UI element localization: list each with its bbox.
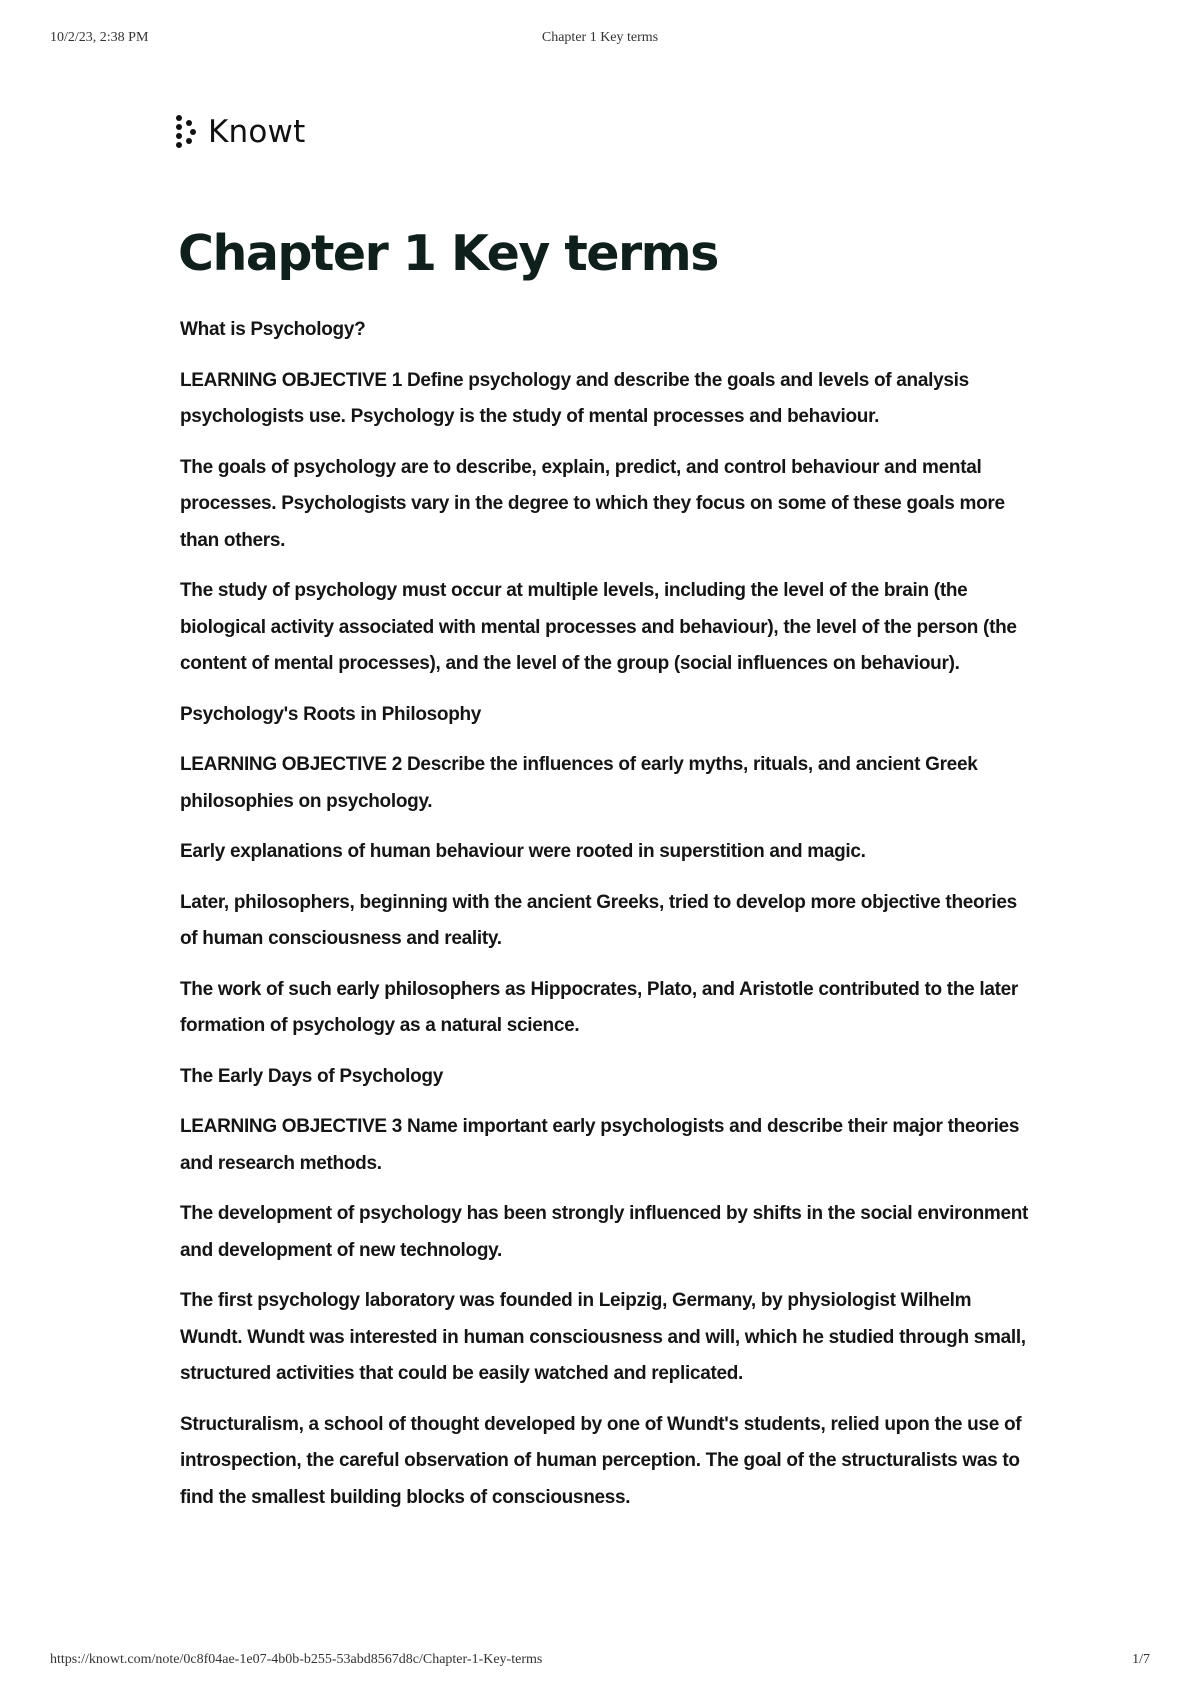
paragraph: Structuralism, a school of thought developed by one of Wundt's students, relied upon the use of introspection, the careful observation of human perception. The goal of the structuralists was to find the smallest building blocks of consciousness. bbox=[180, 1413, 1022, 1508]
print-page-title: Chapter 1 Key terms bbox=[541, 30, 659, 45]
learning-objective-2: LEARNING OBJECTIVE 2 Describe the influences of early myths, rituals, and ancient Greek philosophies on psychology. bbox=[180, 754, 978, 812]
page-title: Chapter 1 Key terms bbox=[178, 225, 718, 282]
knowt-dots-icon bbox=[176, 115, 198, 149]
note-body bbox=[180, 312, 1030, 1530]
learning-objective-3: LEARNING OBJECTIVE 3 Name important early psychologists and describe their major theories and research methods. bbox=[180, 1116, 1020, 1174]
print-url: https://knowt.com/note/0c8f04ae-1e07-4b0b-b255-53abd8567d8c/Chapter-1-Key-terms bbox=[50, 1652, 543, 1667]
print-datetime: 10/2/23, 2:38 PM bbox=[50, 30, 149, 45]
heading-roots-in-philosophy: Psychology's Roots in Philosophy bbox=[180, 703, 482, 725]
heading-what-is-psychology: What is Psychology? bbox=[180, 319, 366, 340]
paragraph: The work of such early philosophers as Hippocrates, Plato, and Aristotle contributed to the later formation of psychology as a natural science. bbox=[180, 978, 1019, 1036]
paragraph: The study of psychology must occur at multiple levels, including the level of the brain (the biological activity associated with mental processes and behaviour), the level of the person (the content of mental processes), and the level of the group (social influences on behaviour). bbox=[180, 580, 1017, 674]
print-page-number: 1/7 bbox=[1132, 1652, 1150, 1667]
paragraph: The development of psychology has been strongly influenced by shifts in the social environment and development of new technology. bbox=[180, 1203, 1029, 1261]
heading-early-days: The Early Days of Psychology bbox=[180, 1065, 443, 1087]
paragraph: Later, philosophers, beginning with the ancient Greeks, tried to develop more objective theories of human consciousness and reality. bbox=[180, 891, 1017, 949]
knowt-logo[interactable] bbox=[176, 114, 305, 150]
paragraph: Early explanations of human behaviour were rooted in superstition and magic. bbox=[180, 841, 866, 862]
brand-name: Knowt bbox=[208, 114, 306, 150]
paragraph: The first psychology laboratory was founded in Leipzig, Germany, by physiologist Wilhelm Wundt. Wundt was interested in human consciousness and will, which he studied through small, structured activities that could be easily watched and replicated. bbox=[180, 1290, 1026, 1384]
learning-objective-1: LEARNING OBJECTIVE 1 Define psychology and describe the goals and levels of analysis psychologists use. Psychology is the study of mental processes and behaviour. bbox=[180, 369, 969, 427]
paragraph: The goals of psychology are to describe, explain, predict, and control behaviour and mental processes. Psychologists vary in the degree to which they focus on some of these goals more than others. bbox=[180, 456, 1005, 551]
